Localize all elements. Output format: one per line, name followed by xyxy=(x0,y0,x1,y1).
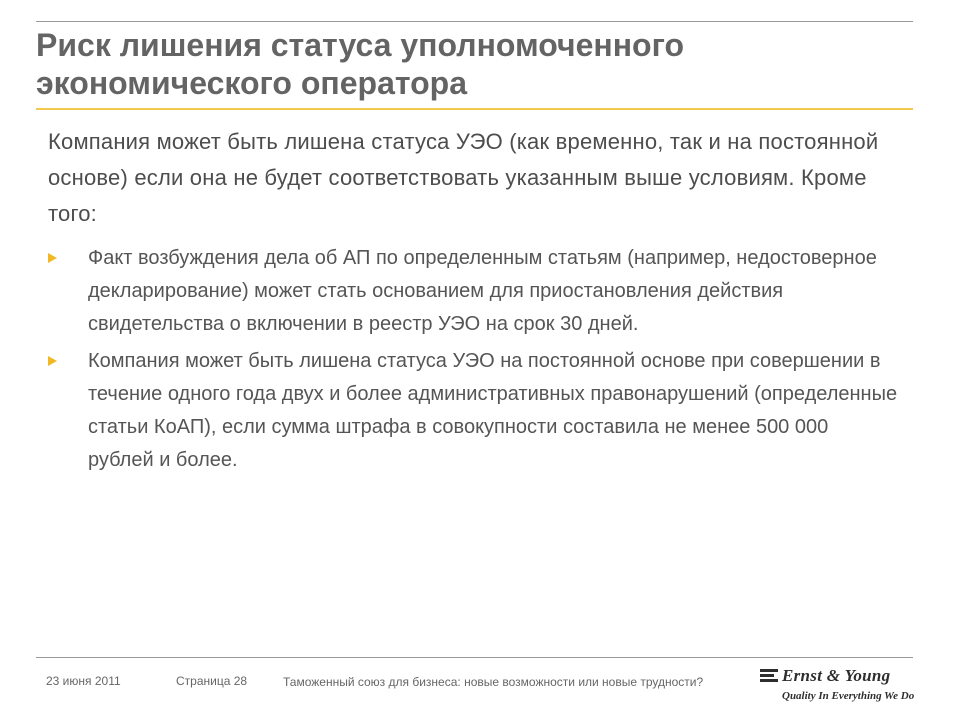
bullet-text: Факт возбуждения дела об АП по определенным статьям (например, недостоверное декларирование) может стать основанием для приостановления действия свидетельства о включении в реестр УЭО на срок 30 дней. xyxy=(88,247,877,335)
footer-date: 23 июня 2011 xyxy=(46,674,121,688)
footer-divider xyxy=(36,657,913,658)
bullet-arrow-icon xyxy=(48,253,57,263)
bullet-item xyxy=(48,242,898,341)
title-underline xyxy=(36,108,913,110)
logo-name: Ernst & Young xyxy=(782,666,891,685)
top-divider xyxy=(36,21,913,22)
slide-title: Риск лишения статуса уполномоченного экономического оператора xyxy=(36,27,685,101)
page-number: Страница 28 xyxy=(176,674,248,688)
intro-paragraph: Компания может быть лишена статуса УЭО (как временно, так и на постоянной основе) если она не будет соответствовать указанным выше условиям. Кроме того: xyxy=(48,129,879,226)
logo-tagline: Quality In Everything We Do xyxy=(782,690,915,702)
bullet-arrow-icon xyxy=(48,356,57,366)
company-logo xyxy=(760,666,940,712)
bullet-item xyxy=(48,345,898,477)
bullet-list xyxy=(48,242,898,477)
ey-logo-icon xyxy=(760,669,778,683)
footer-title: Таможенный союз для бизнеса: новые возможности или новые трудности? xyxy=(283,675,704,689)
bullet-text: Компания может быть лишена статуса УЭО на постоянной основе при совершении в течение одного года двух и более административных правонарушений (определенные статьи КоАП), если сумма штрафа в совокупности составила не менее 500 000 рублей и более. xyxy=(88,350,898,471)
